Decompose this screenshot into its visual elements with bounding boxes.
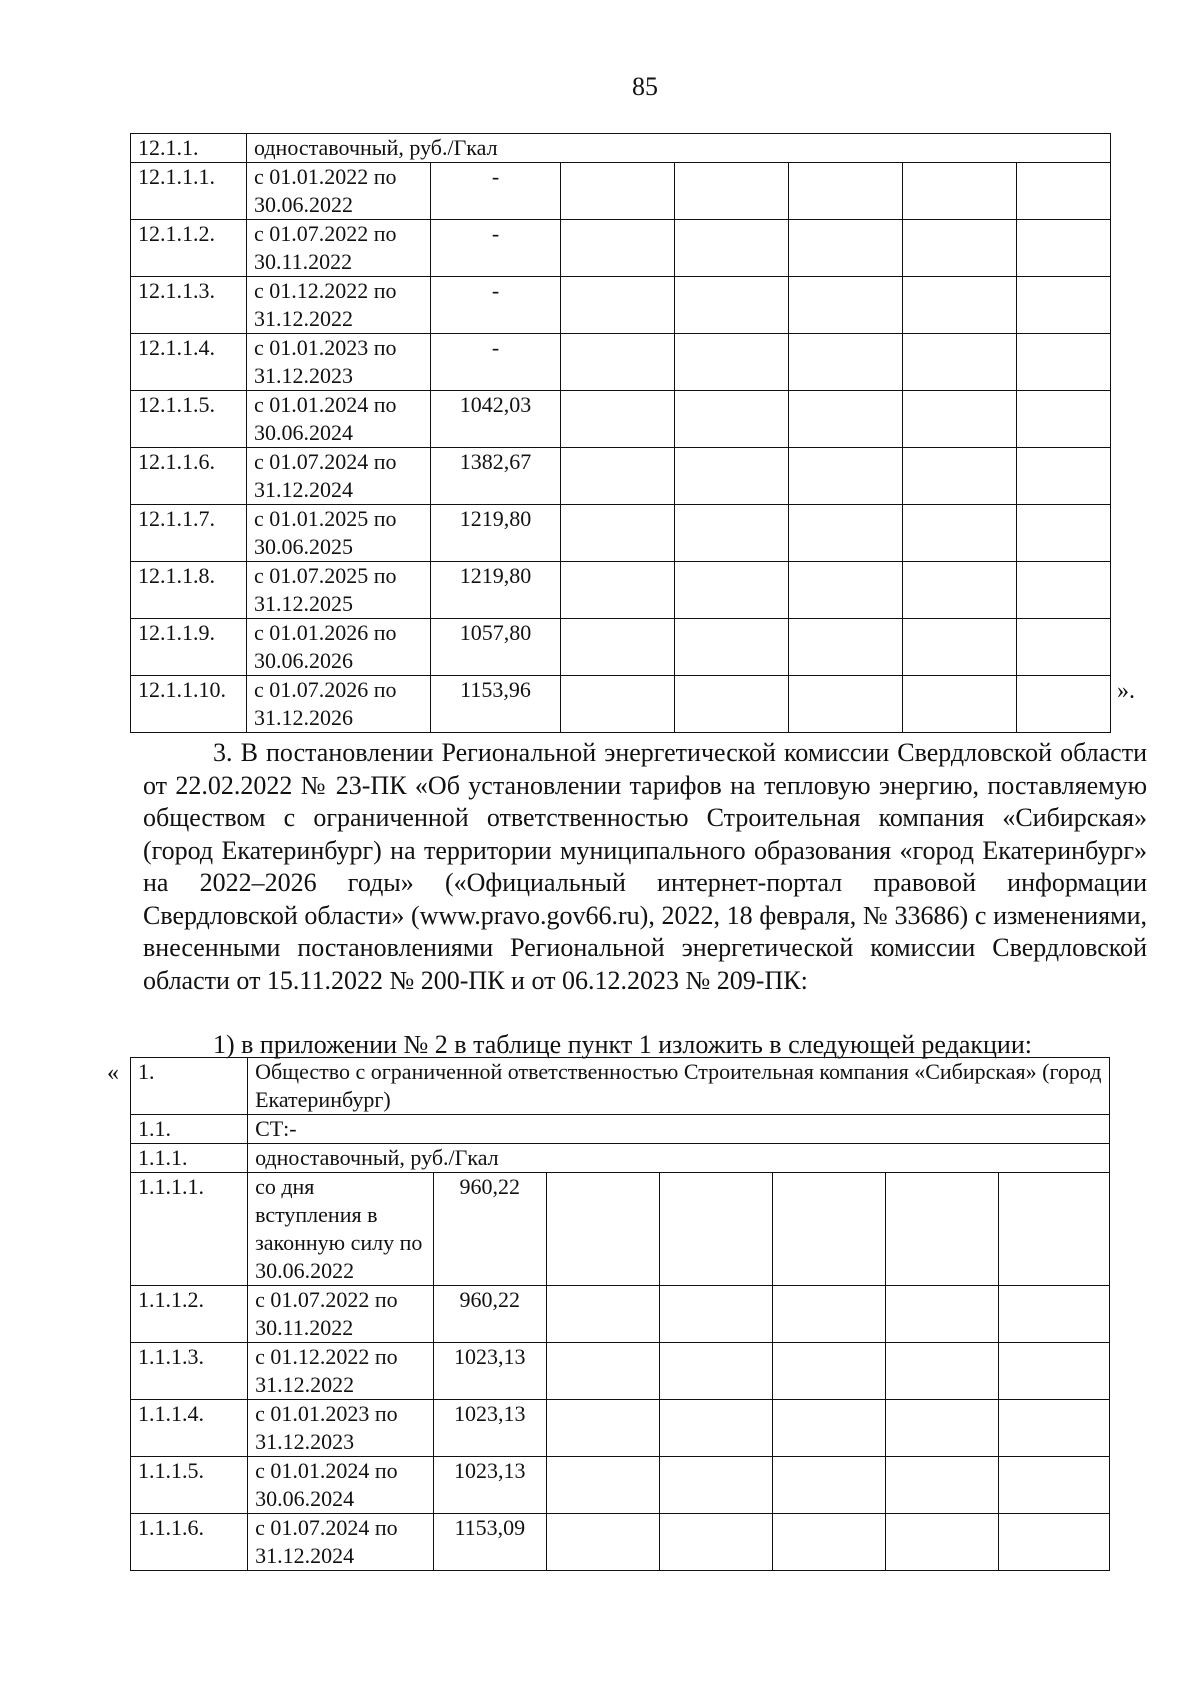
empty-cell xyxy=(789,619,903,676)
tariff-value-cell: 1042,03 xyxy=(431,391,561,448)
empty-cell xyxy=(789,448,903,505)
table-row xyxy=(131,619,1111,676)
table-row xyxy=(131,1343,1110,1400)
empty-cell xyxy=(789,334,903,391)
empty-cell xyxy=(772,1457,885,1514)
empty-cell xyxy=(998,1286,1109,1343)
row-number: 1.1.1.6. xyxy=(131,1514,248,1571)
tariff-value-cell: 1023,13 xyxy=(433,1400,546,1457)
period-cell: с 01.01.2023 по 31.12.2023 xyxy=(248,1400,434,1457)
empty-cell xyxy=(772,1514,885,1571)
empty-cell xyxy=(561,334,675,391)
empty-cell xyxy=(659,1400,772,1457)
empty-cell xyxy=(789,391,903,448)
empty-cell xyxy=(546,1457,659,1514)
empty-cell xyxy=(659,1343,772,1400)
empty-cell xyxy=(1017,163,1111,220)
table-row xyxy=(131,220,1111,277)
empty-cell xyxy=(561,163,675,220)
row-number: 1.1.1. xyxy=(131,1144,248,1173)
tariff-table-12 xyxy=(130,133,1111,733)
empty-cell xyxy=(561,448,675,505)
row-label: одноставочный, руб./Гкал xyxy=(247,134,1111,163)
opening-quote-mark: « xyxy=(107,1060,119,1086)
table-row xyxy=(131,448,1111,505)
empty-cell xyxy=(561,220,675,277)
empty-cell xyxy=(675,220,789,277)
table-row xyxy=(131,1457,1110,1514)
row-label: СТ:- xyxy=(248,1115,1110,1144)
period-cell: с 01.12.2022 по 31.12.2022 xyxy=(248,1343,434,1400)
empty-cell xyxy=(675,391,789,448)
empty-cell xyxy=(772,1173,885,1286)
tariff-value-cell: - xyxy=(431,334,561,391)
table-row xyxy=(131,391,1111,448)
empty-cell xyxy=(903,448,1017,505)
tariff-value-cell: 1382,67 xyxy=(431,448,561,505)
tariff-value-cell: 1219,80 xyxy=(431,562,561,619)
tariff-value-cell: - xyxy=(431,163,561,220)
row-number: 12.1.1.5. xyxy=(131,391,247,448)
paragraph-3: 3. В постановлении Региональной энергетической комиссии Свердловской области от 22.02.2022 № 23-ПК «Об установлении тарифов на тепловую энергию, поставляемую обществом с ограниченной ответственностью Строительная компания «Сибирская» (город Екатеринбург) на территории муниципального образования «город Екатеринбург» на 2022–2026 годы» («Официальный интернет-портал правовой информации Свердловской области» (www.pravo.gov66.ru), 2022, 18 февраля, № 33686) с изменениями, внесенными постановлениями Региональной энергетической комиссии Свердловской области от 15.11.2022 № 200-ПК и от 06.12.2023 № 209-ПК: xyxy=(143,738,1147,995)
empty-cell xyxy=(561,562,675,619)
empty-cell xyxy=(561,676,675,733)
empty-cell xyxy=(998,1400,1109,1457)
empty-cell xyxy=(885,1457,998,1514)
empty-cell xyxy=(903,220,1017,277)
row-number: 12.1.1.1. xyxy=(131,163,247,220)
table-row xyxy=(131,1514,1110,1571)
row-number: 1.1.1.1. xyxy=(131,1173,248,1286)
empty-cell xyxy=(659,1457,772,1514)
row-number: 1.1. xyxy=(131,1115,248,1144)
empty-cell xyxy=(546,1400,659,1457)
empty-cell xyxy=(561,391,675,448)
period-cell: с 01.07.2024 по 31.12.2024 xyxy=(247,448,431,505)
period-cell: с 01.01.2024 по 30.06.2024 xyxy=(247,391,431,448)
row-number: 12.1.1.4. xyxy=(131,334,247,391)
empty-cell xyxy=(998,1343,1109,1400)
row-number: 12.1.1.10. xyxy=(131,676,247,733)
empty-cell xyxy=(789,562,903,619)
tariff-value-cell: 1023,13 xyxy=(433,1343,546,1400)
table-row xyxy=(131,562,1111,619)
empty-cell xyxy=(772,1286,885,1343)
empty-cell xyxy=(789,505,903,562)
empty-cell xyxy=(675,448,789,505)
organization-row xyxy=(131,1058,1110,1115)
row-number: 12.1.1.2. xyxy=(131,220,247,277)
table-row xyxy=(131,505,1111,562)
empty-cell xyxy=(903,391,1017,448)
row-number: 12.1.1.9. xyxy=(131,619,247,676)
empty-cell xyxy=(998,1514,1109,1571)
period-cell: с 01.07.2026 по 31.12.2026 xyxy=(247,676,431,733)
tariff-value-cell: - xyxy=(431,277,561,334)
period-cell: с 01.01.2023 по 31.12.2023 xyxy=(247,334,431,391)
row-label: одноставочный, руб./Гкал xyxy=(248,1144,1110,1173)
period-cell: с 01.01.2022 по 30.06.2022 xyxy=(247,163,431,220)
empty-cell xyxy=(1017,619,1111,676)
empty-cell xyxy=(675,334,789,391)
empty-cell xyxy=(675,505,789,562)
empty-cell xyxy=(1017,448,1111,505)
empty-cell xyxy=(903,277,1017,334)
period-cell: со дня вступления в законную силу по 30.06.2022 xyxy=(248,1173,434,1286)
empty-cell xyxy=(789,277,903,334)
empty-cell xyxy=(659,1514,772,1571)
empty-cell xyxy=(675,163,789,220)
row-number: 12.1.1. xyxy=(131,134,247,163)
empty-cell xyxy=(903,505,1017,562)
period-cell: с 01.07.2022 по 30.11.2022 xyxy=(248,1286,434,1343)
empty-cell xyxy=(659,1173,772,1286)
empty-cell xyxy=(546,1514,659,1571)
empty-cell xyxy=(1017,220,1111,277)
empty-cell xyxy=(885,1400,998,1457)
empty-cell xyxy=(1017,562,1111,619)
empty-cell xyxy=(546,1286,659,1343)
tariff-value-cell: 1057,80 xyxy=(431,619,561,676)
tariff-value-cell: 960,22 xyxy=(433,1286,546,1343)
table-row xyxy=(131,334,1111,391)
row-number: 12.1.1.7. xyxy=(131,505,247,562)
period-cell: с 01.01.2026 по 30.06.2026 xyxy=(247,619,431,676)
empty-cell xyxy=(772,1343,885,1400)
empty-cell xyxy=(772,1400,885,1457)
empty-cell xyxy=(903,562,1017,619)
row-number: 1.1.1.3. xyxy=(131,1343,248,1400)
tariff-value-cell: 960,22 xyxy=(433,1173,546,1286)
empty-cell xyxy=(885,1343,998,1400)
empty-cell xyxy=(546,1173,659,1286)
empty-cell xyxy=(885,1173,998,1286)
row-number: 12.1.1.3. xyxy=(131,277,247,334)
tariff-value-cell: 1153,96 xyxy=(431,676,561,733)
ct-row xyxy=(131,1115,1110,1144)
empty-cell xyxy=(675,676,789,733)
row-number: 1.1.1.5. xyxy=(131,1457,248,1514)
empty-cell xyxy=(561,277,675,334)
table-row xyxy=(131,676,1111,733)
table-row xyxy=(131,277,1111,334)
tariff-value-cell: 1023,13 xyxy=(433,1457,546,1514)
empty-cell xyxy=(1017,505,1111,562)
row-number: 1. xyxy=(131,1058,248,1115)
period-cell: с 01.01.2025 по 30.06.2025 xyxy=(247,505,431,562)
paragraph-4: 1) в приложении № 2 в таблице пункт 1 изложить в следующей редакции: xyxy=(213,1030,1032,1059)
table-header-row xyxy=(131,1144,1110,1173)
empty-cell xyxy=(1017,676,1111,733)
empty-cell xyxy=(546,1343,659,1400)
tariff-value-cell: - xyxy=(431,220,561,277)
period-cell: с 01.07.2022 по 30.11.2022 xyxy=(247,220,431,277)
empty-cell xyxy=(998,1457,1109,1514)
empty-cell xyxy=(903,676,1017,733)
row-number: 1.1.1.2. xyxy=(131,1286,248,1343)
period-cell: с 01.07.2025 по 31.12.2025 xyxy=(247,562,431,619)
table-row xyxy=(131,1173,1110,1286)
empty-cell xyxy=(903,619,1017,676)
closing-quote-mark: ». xyxy=(1117,678,1135,704)
empty-cell xyxy=(675,562,789,619)
tariff-value-cell: 1219,80 xyxy=(431,505,561,562)
empty-cell xyxy=(675,277,789,334)
empty-cell xyxy=(885,1514,998,1571)
empty-cell xyxy=(675,619,789,676)
empty-cell xyxy=(1017,277,1111,334)
empty-cell xyxy=(659,1286,772,1343)
empty-cell xyxy=(789,676,903,733)
empty-cell xyxy=(561,619,675,676)
period-cell: с 01.07.2024 по 31.12.2024 xyxy=(248,1514,434,1571)
empty-cell xyxy=(789,163,903,220)
period-cell: с 01.01.2024 по 30.06.2024 xyxy=(248,1457,434,1514)
empty-cell xyxy=(903,334,1017,391)
table-row xyxy=(131,1286,1110,1343)
row-number: 12.1.1.8. xyxy=(131,562,247,619)
empty-cell xyxy=(903,163,1017,220)
tariff-table-1 xyxy=(130,1057,1110,1571)
empty-cell xyxy=(1017,391,1111,448)
empty-cell xyxy=(1017,334,1111,391)
table-header-row xyxy=(131,134,1111,163)
table-row xyxy=(131,163,1111,220)
row-number: 12.1.1.6. xyxy=(131,448,247,505)
empty-cell xyxy=(998,1173,1109,1286)
empty-cell xyxy=(561,505,675,562)
table-row xyxy=(131,1400,1110,1457)
period-cell: с 01.12.2022 по 31.12.2022 xyxy=(247,277,431,334)
row-number: 1.1.1.4. xyxy=(131,1400,248,1457)
empty-cell xyxy=(885,1286,998,1343)
page-number: 85 xyxy=(632,72,658,101)
tariff-value-cell: 1153,09 xyxy=(433,1514,546,1571)
empty-cell xyxy=(789,220,903,277)
row-label: Общество с ограниченной ответственностью Строительная компания «Сибирская» (город Екатеринбург) xyxy=(248,1058,1110,1115)
